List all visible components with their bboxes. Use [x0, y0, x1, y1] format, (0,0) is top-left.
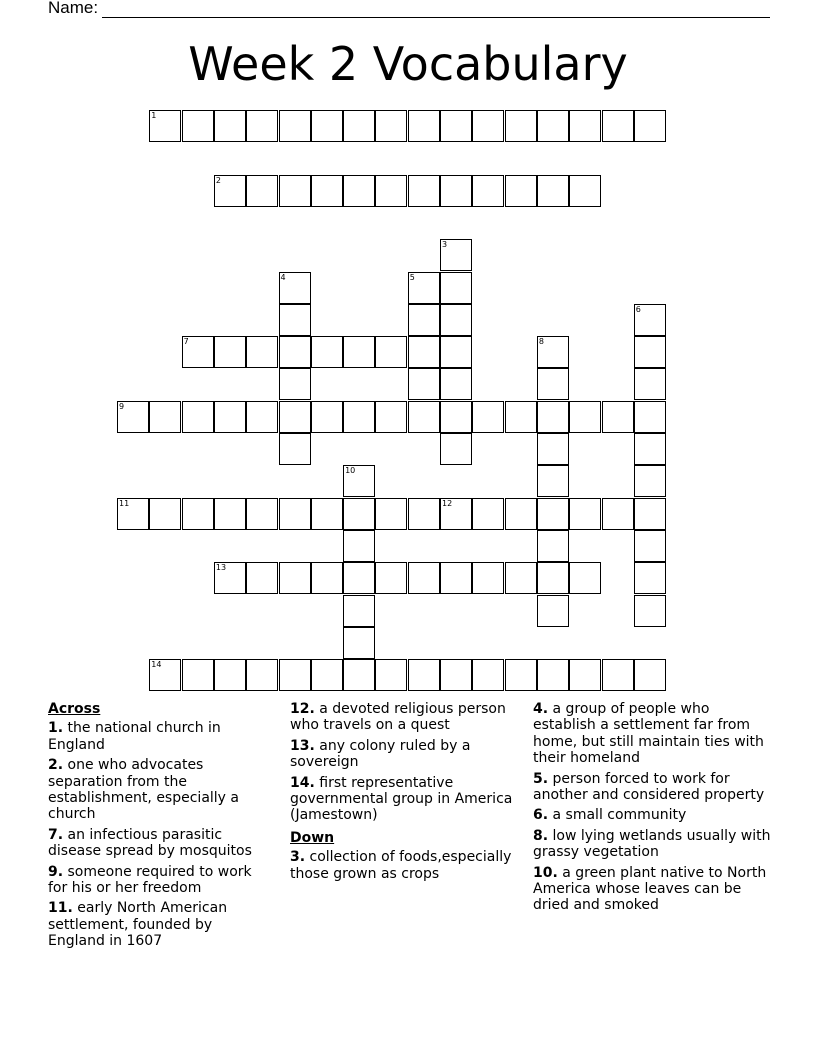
grid-cell[interactable] [569, 562, 601, 594]
grid-cell[interactable] [634, 530, 666, 562]
grid-cell[interactable] [279, 433, 311, 465]
grid-cell[interactable] [182, 659, 214, 691]
grid-cell[interactable] [311, 175, 343, 207]
clue-text: any colony ruled by a sovereign [290, 737, 471, 771]
grid-cell[interactable] [343, 562, 375, 594]
clue-down-8 [533, 828, 773, 861]
grid-cell[interactable] [569, 401, 601, 433]
grid-cell[interactable] [537, 530, 569, 562]
grid-cell[interactable] [408, 562, 440, 594]
grid-cell[interactable] [505, 659, 537, 691]
grid-cell[interactable] [472, 498, 504, 530]
grid-cell[interactable] [634, 498, 666, 530]
grid-cell[interactable] [343, 498, 375, 530]
grid-cell[interactable] [375, 562, 407, 594]
grid-cell[interactable] [472, 659, 504, 691]
page-title: Week 2 Vocabulary [188, 37, 628, 91]
cell-number: 4 [280, 272, 286, 282]
grid-cell[interactable] [634, 562, 666, 594]
clue-down-5 [533, 771, 773, 804]
grid-cell[interactable] [279, 659, 311, 691]
cell-number: 8 [538, 337, 544, 347]
grid-cell[interactable] [343, 659, 375, 691]
grid-cell[interactable] [408, 401, 440, 433]
grid-cell[interactable] [408, 110, 440, 142]
clue-across-7 [48, 827, 273, 860]
clue-text: low lying wetlands usually with grassy vegetation [533, 827, 771, 861]
grid-cell[interactable] [279, 401, 311, 433]
grid-cell[interactable] [537, 175, 569, 207]
clue-down-10 [533, 865, 773, 914]
clue-across-1 [48, 720, 273, 753]
grid-cell[interactable] [246, 175, 278, 207]
grid-cell[interactable] [246, 401, 278, 433]
clue-down-4 [533, 701, 773, 767]
cell-number: 1 [151, 111, 157, 120]
grid-cell[interactable] [408, 498, 440, 530]
clue-column-2 [290, 701, 520, 886]
grid-cell[interactable] [214, 336, 246, 368]
grid-cell[interactable] [279, 498, 311, 530]
grid-cell[interactable] [311, 562, 343, 594]
grid-cell[interactable] [343, 595, 375, 627]
grid-cell[interactable] [537, 336, 569, 368]
grid-cell[interactable] [311, 401, 343, 433]
clue-number: 8. [533, 827, 549, 844]
grid-cell[interactable] [505, 498, 537, 530]
clue-text: someone required to work for his or her freedom [48, 863, 252, 897]
grid-cell[interactable] [246, 498, 278, 530]
cell-number: 10 [345, 466, 356, 476]
grid-cell[interactable] [343, 110, 375, 142]
grid-cell[interactable] [182, 336, 214, 368]
grid-cell[interactable] [634, 401, 666, 433]
grid-cell[interactable] [537, 562, 569, 594]
grid-cell[interactable] [149, 401, 181, 433]
grid-cell[interactable] [214, 110, 246, 142]
down-heading: Down [290, 829, 335, 846]
cell-number: 9 [119, 401, 125, 411]
grid-cell[interactable] [375, 498, 407, 530]
grid-cell[interactable] [440, 336, 472, 368]
grid-cell[interactable] [569, 175, 601, 207]
grid-cell[interactable] [343, 530, 375, 562]
grid-cell[interactable] [634, 595, 666, 627]
grid-cell[interactable] [279, 175, 311, 207]
grid-cell[interactable] [343, 627, 375, 659]
grid-cell[interactable] [214, 659, 246, 691]
clue-text: collection of foods,especially those grown as crops [290, 849, 512, 882]
grid-cell[interactable] [537, 110, 569, 142]
grid-cell[interactable] [375, 336, 407, 368]
clue-number: 11. [48, 900, 73, 917]
clue-text: a group of people who establish a settlement far from home, but still maintain ties with their homeland [533, 701, 764, 767]
grid-cell[interactable] [311, 659, 343, 691]
grid-cell[interactable] [375, 175, 407, 207]
cell-number: 7 [183, 337, 189, 347]
clue-down-3 [290, 849, 520, 882]
cell-number: 5 [409, 272, 415, 282]
grid-cell[interactable] [472, 110, 504, 142]
grid-cell[interactable] [246, 336, 278, 368]
grid-cell[interactable] [343, 336, 375, 368]
clue-text: first representative governmental group in America (Jamestown) [290, 774, 513, 824]
grid-cell[interactable] [634, 304, 666, 336]
grid-cell[interactable] [246, 110, 278, 142]
grid-cell[interactable] [214, 498, 246, 530]
clue-across-14 [290, 775, 520, 824]
grid-cell[interactable] [311, 498, 343, 530]
grid-cell[interactable] [440, 498, 472, 530]
grid-cell[interactable] [182, 110, 214, 142]
grid-cell[interactable] [505, 401, 537, 433]
clue-number: 10. [533, 864, 558, 881]
grid-cell[interactable] [537, 659, 569, 691]
clue-across-11 [48, 900, 273, 949]
name-label: Name: [48, 0, 99, 17]
grid-cell[interactable] [408, 304, 440, 336]
grid-cell[interactable] [569, 110, 601, 142]
clue-number: 14. [290, 774, 315, 791]
clue-down-6 [533, 807, 773, 823]
grid-cell[interactable] [505, 110, 537, 142]
clue-column-1 [48, 701, 273, 954]
grid-cell[interactable] [343, 465, 375, 497]
grid-cell[interactable] [440, 659, 472, 691]
grid-cell[interactable] [440, 175, 472, 207]
grid-cell[interactable] [311, 110, 343, 142]
clue-text: a small community [552, 807, 687, 824]
cell-number: 14 [151, 660, 162, 670]
cell-number: 12 [442, 498, 453, 508]
grid-cell[interactable] [440, 433, 472, 465]
clue-number: 1. [48, 720, 64, 737]
clue-text: a devoted religious person who travels on a quest [290, 701, 506, 734]
grid-cell[interactable] [279, 336, 311, 368]
grid-cell[interactable] [408, 336, 440, 368]
clue-number: 7. [48, 826, 64, 843]
cell-number: 11 [119, 498, 130, 508]
grid-cell[interactable] [408, 659, 440, 691]
grid-cell[interactable] [149, 659, 181, 691]
clue-number: 4. [533, 701, 549, 717]
clue-number: 13. [290, 737, 315, 754]
grid-cell[interactable] [279, 562, 311, 594]
grid-cell[interactable] [440, 110, 472, 142]
grid-cell[interactable] [569, 498, 601, 530]
cell-number: 6 [635, 304, 641, 314]
grid-cell[interactable] [602, 659, 634, 691]
grid-cell[interactable] [182, 401, 214, 433]
grid-cell[interactable] [537, 368, 569, 400]
grid-cell[interactable] [472, 175, 504, 207]
grid-cell[interactable] [279, 368, 311, 400]
grid-cell[interactable] [117, 401, 149, 433]
clue-number: 9. [48, 863, 64, 880]
grid-cell[interactable] [279, 110, 311, 142]
grid-cell[interactable] [440, 272, 472, 304]
grid-cell[interactable] [440, 368, 472, 400]
cell-number: 13 [215, 563, 227, 573]
grid-cell[interactable] [602, 498, 634, 530]
grid-cell[interactable] [408, 368, 440, 400]
grid-cell[interactable] [634, 465, 666, 497]
clue-across-9 [48, 864, 273, 897]
grid-cell[interactable] [375, 110, 407, 142]
clue-across-13 [290, 738, 520, 771]
grid-cell[interactable] [246, 562, 278, 594]
cell-number: 2 [215, 175, 221, 185]
grid-cell[interactable] [472, 401, 504, 433]
grid-cell[interactable] [375, 401, 407, 433]
grid-cell[interactable] [182, 498, 214, 530]
grid-cell[interactable] [440, 304, 472, 336]
clue-across-12 [290, 701, 520, 734]
grid-cell[interactable] [537, 498, 569, 530]
grid-cell[interactable] [602, 110, 634, 142]
clue-column-3 [533, 701, 773, 918]
grid-cell[interactable] [634, 659, 666, 691]
grid-cell[interactable] [537, 465, 569, 497]
grid-cell[interactable] [117, 498, 149, 530]
grid-cell[interactable] [279, 272, 311, 304]
clue-text: a green plant native to North America whose leaves can be dried and smoked [533, 864, 767, 914]
clue-text: one who advocates separation from the establishment, especially a church [48, 757, 239, 823]
grid-cell[interactable] [472, 562, 504, 594]
grid-cell[interactable] [634, 433, 666, 465]
grid-cell[interactable] [440, 401, 472, 433]
grid-cell[interactable] [537, 433, 569, 465]
grid-cell[interactable] [408, 175, 440, 207]
grid-cell[interactable] [149, 498, 181, 530]
cell-number: 3 [442, 240, 448, 250]
clue-number: 6. [533, 807, 549, 824]
grid-cell[interactable] [343, 401, 375, 433]
grid-cell[interactable] [375, 659, 407, 691]
grid-cell[interactable] [246, 659, 278, 691]
clue-number: 5. [533, 770, 549, 787]
grid-cell[interactable] [602, 401, 634, 433]
clue-number: 2. [48, 757, 64, 774]
grid-cell[interactable] [634, 368, 666, 400]
clue-number: 3. [290, 849, 306, 866]
grid-cell[interactable] [214, 175, 246, 207]
grid-cell[interactable] [214, 562, 246, 594]
grid-cell[interactable] [343, 175, 375, 207]
clue-across-2 [48, 757, 273, 823]
clue-text: person forced to work for another and considered property [533, 770, 765, 804]
grid-cell[interactable] [505, 175, 537, 207]
grid-cell[interactable] [440, 239, 472, 271]
clue-text: early North American settlement, founded by England in 1607 [48, 900, 228, 950]
grid-cell[interactable] [279, 304, 311, 336]
clue-number: 12. [290, 701, 315, 717]
grid-cell[interactable] [149, 110, 181, 142]
grid-cell[interactable] [537, 401, 569, 433]
grid-cell[interactable] [408, 272, 440, 304]
grid-cell[interactable] [634, 110, 666, 142]
grid-cell[interactable] [214, 401, 246, 433]
grid-cell[interactable] [569, 659, 601, 691]
clue-text: an infectious parasitic disease spread by mosquitos [48, 826, 252, 860]
across-heading: Across [48, 701, 101, 717]
grid-cell[interactable] [537, 595, 569, 627]
grid-cell[interactable] [440, 562, 472, 594]
grid-cell[interactable] [505, 562, 537, 594]
grid-cell[interactable] [311, 336, 343, 368]
grid-cell[interactable] [634, 336, 666, 368]
clue-text: the national church in England [48, 720, 221, 753]
